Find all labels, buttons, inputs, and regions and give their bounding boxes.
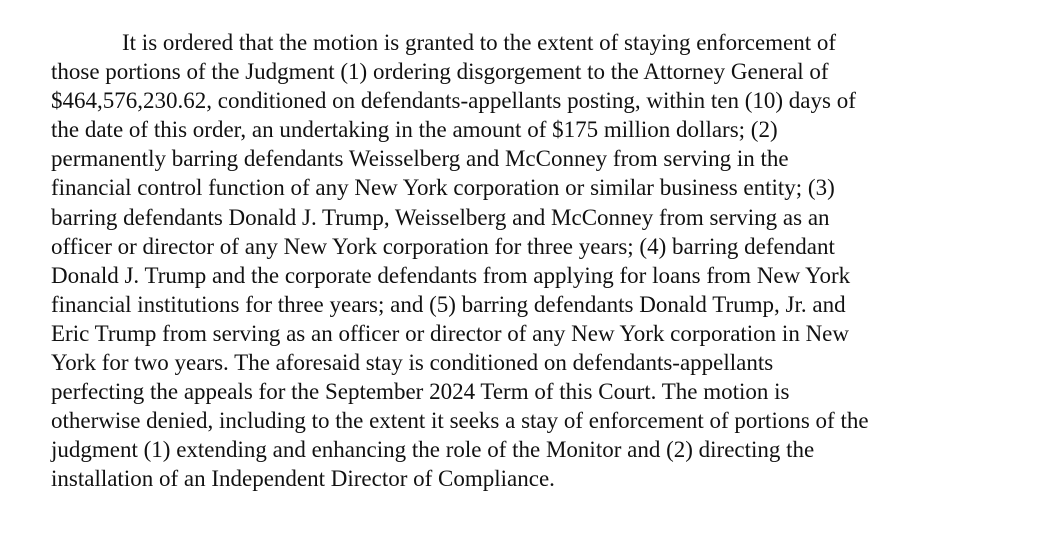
paragraph-line: those portions of the Judgment (1) ordering disgorgement to the Attorney General of [51, 59, 829, 85]
order-paragraph [51, 28, 1001, 494]
paragraph-line: It is ordered that the motion is granted to the extent of staying enforcement of [122, 30, 837, 55]
paragraph-line: installation of an Independent Director of Compliance. [51, 466, 555, 492]
document-page [51, 28, 1001, 494]
paragraph-line: officer or director of any New York corporation for three years; (4) barring defendant [51, 233, 835, 259]
paragraph-line: barring defendants Donald J. Trump, Weisselberg and McConney from serving as an [51, 204, 830, 230]
paragraph-line: judgment (1) extending and enhancing the role of the Monitor and (2) directing the [51, 437, 815, 463]
paragraph-line: Eric Trump from serving as an officer or director of any New York corporation in New [51, 320, 850, 346]
paragraph-line: financial control function of any New York corporation or similar business entity; (3) [51, 175, 835, 201]
paragraph-line: York for two years. The aforesaid stay is conditioned on defendants-appellants [51, 350, 774, 376]
paragraph-line: financial institutions for three years; and (5) barring defendants Donald Trump, Jr. and [51, 291, 846, 317]
paragraph-line: Donald J. Trump and the corporate defendants from applying for loans from New York [51, 262, 851, 288]
paragraph-line: perfecting the appeals for the September 2024 Term of this Court. The motion is [51, 379, 790, 405]
paragraph-line: permanently barring defendants Weisselberg and McConney from serving in the [51, 146, 789, 172]
paragraph-line: $464,576,230.62, conditioned on defendants-appellants posting, within ten (10) days of [51, 88, 856, 114]
paragraph-line: otherwise denied, including to the extent it seeks a stay of enforcement of portions of the [51, 408, 869, 434]
paragraph-line: the date of this order, an undertaking in the amount of $175 million dollars; (2) [51, 117, 778, 143]
